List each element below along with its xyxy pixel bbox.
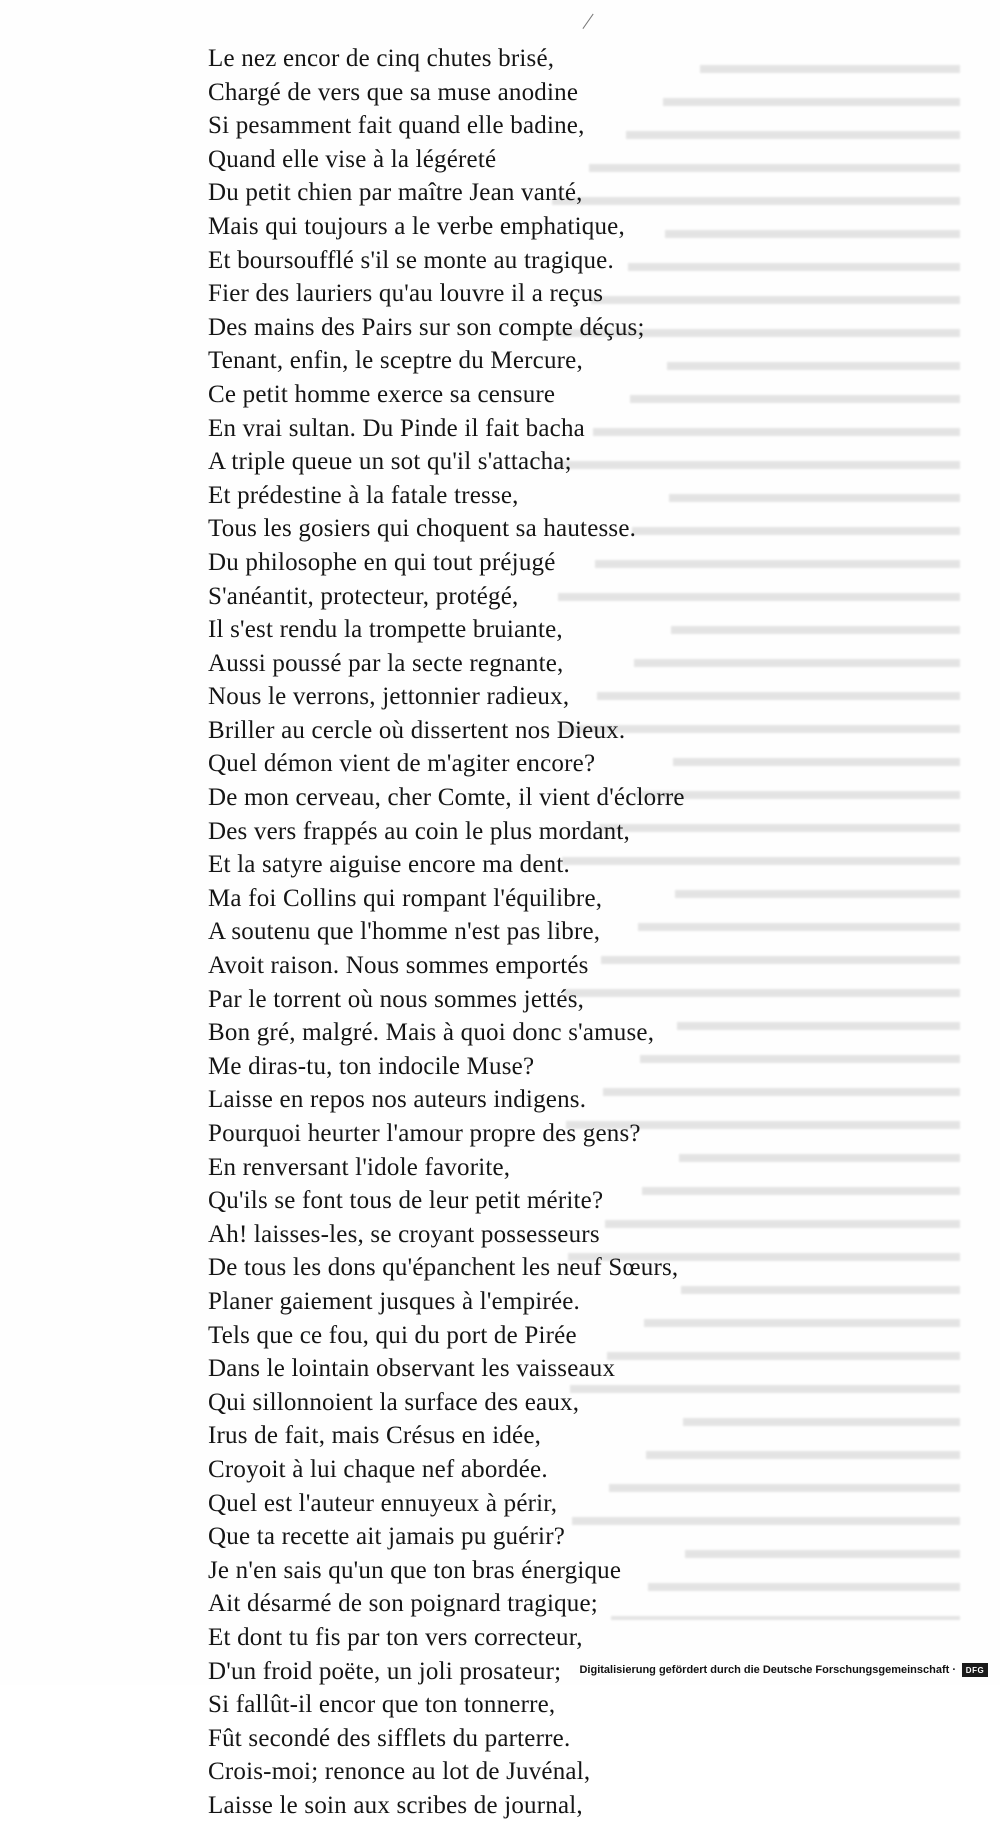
- poem-line: Chargé de vers que sa muse anodine: [208, 78, 579, 106]
- poem-line: Ma foi Collins qui rompant l'équilibre,: [208, 884, 603, 912]
- poem-line: Du petit chien par maître Jean vanté,: [208, 179, 583, 207]
- poem-line: D'un froid poëte, un joli prosateur;: [208, 1657, 562, 1685]
- poem-line: Des mains des Pairs sur son compte déçus;: [208, 313, 645, 341]
- digitization-credit: [579, 1661, 988, 1679]
- poem-line: Quel est l'auteur ennuyeux à périr,: [208, 1489, 558, 1517]
- poem-line: Tels que ce fou, qui du port de Pirée: [208, 1321, 577, 1349]
- poem-line: Fût secondé des sifflets du parterre.: [208, 1724, 571, 1752]
- poem-line: Laisse en repos nos auteurs indigens.: [208, 1086, 587, 1114]
- poem-line: Du philosophe en qui tout préjugé: [208, 548, 556, 576]
- credit-text: Digitalisierung gefördert durch die Deutsche Forschungsgemeinschaft ·: [579, 1664, 956, 1676]
- dfg-logo: DFG: [962, 1663, 988, 1677]
- poem-line: Le nez encor de cinq chutes brisé,: [208, 45, 555, 72]
- poem-line: Dans le lointain observant les vaisseaux: [208, 1355, 616, 1383]
- poem-line: Il s'est rendu la trompette bruiante,: [208, 616, 563, 644]
- poem-line: Mais qui toujours a le verbe emphatique,: [208, 212, 625, 240]
- poem-line: Nous le verrons, jettonnier radieux,: [208, 683, 570, 711]
- poem-line: Briller au cercle où dissertent nos Dieux.: [208, 716, 626, 744]
- poem-line: A triple queue un sot qu'il s'attacha;: [208, 448, 572, 476]
- poem-line: Tenant, enfin, le sceptre du Mercure,: [208, 347, 583, 375]
- poem-line: Des vers frappés au coin le plus mordant,: [208, 817, 630, 845]
- poem-line: Et prédestine à la fatale tresse,: [208, 481, 519, 509]
- poem-line: En vrai sultan. Du Pinde il fait bacha: [208, 414, 585, 442]
- poem-line: Je n'en sais qu'un que ton bras énergique: [208, 1556, 622, 1584]
- poem-line: Avoit raison. Nous sommes emportés: [208, 952, 589, 980]
- poem-line: Quel démon vient de m'agiter encore?: [208, 750, 596, 778]
- poem-line: Si fallût-il encor que ton tonnerre,: [208, 1691, 556, 1719]
- poem-line: De mon cerveau, cher Comte, il vient d'éclorre: [208, 784, 685, 812]
- poem-line: Croyoit à lui chaque nef abordée.: [208, 1455, 548, 1483]
- poem-line: Qui sillonnoient la surface des eaux,: [208, 1388, 580, 1416]
- poem-line: Qu'ils se font tous de leur petit mérite?: [208, 1187, 604, 1215]
- poem-line: Ait désarmé de son poignard tragique;: [208, 1590, 598, 1618]
- poem-line: Que ta recette ait jamais pu guérir?: [208, 1523, 566, 1551]
- poem-line: Tous les gosiers qui choquent sa hautesse.: [208, 515, 637, 543]
- poem-line: Et boursoufflé s'il se monte au tragique.: [208, 246, 614, 274]
- poem-line: Aussi poussé par la secte regnante,: [208, 649, 564, 677]
- poem-line: Si pesamment fait quand elle badine,: [208, 112, 585, 140]
- poem-line: Planer gaiement jusques à l'empirée.: [208, 1287, 580, 1315]
- poem-line: Quand elle vise à la légéreté: [208, 145, 497, 173]
- poem-line: Fier des lauriers qu'au louvre il a reçus: [208, 280, 604, 308]
- poem-line: Bon gré, malgré. Mais à quoi donc s'amuse,: [208, 1019, 655, 1047]
- poem-line: Ce petit homme exerce sa censure: [208, 380, 556, 408]
- poem-line: Par le torrent où nous sommes jettés,: [208, 985, 585, 1013]
- poem-line: Et dont tu fis par ton vers correcteur,: [208, 1623, 583, 1651]
- poem-line: S'anéantit, protecteur, protégé,: [208, 582, 519, 610]
- poem-line: A soutenu que l'homme n'est pas libre,: [208, 918, 601, 946]
- poem-line: Irus de fait, mais Crésus en idée,: [208, 1422, 542, 1450]
- poem-line: Crois-moi; renonce au lot de Juvénal,: [208, 1758, 591, 1786]
- poem-line: En renversant l'idole favorite,: [208, 1153, 511, 1181]
- poem-text: [208, 42, 768, 1822]
- ink-mark: [582, 14, 598, 33]
- poem-line: Me diras-tu, ton indocile Muse?: [208, 1052, 535, 1080]
- poem-line: Laisse le soin aux scribes de journal,: [208, 1791, 583, 1819]
- poem-line: Pourquoi heurter l'amour propre des gens?: [208, 1120, 641, 1147]
- poem-line: De tous les dons qu'épanchent les neuf Sœurs,: [208, 1254, 679, 1282]
- poem-line: Et la satyre aiguise encore ma dent.: [208, 851, 570, 879]
- poem-line: Ah! laisses-les, se croyant possesseurs: [208, 1220, 600, 1248]
